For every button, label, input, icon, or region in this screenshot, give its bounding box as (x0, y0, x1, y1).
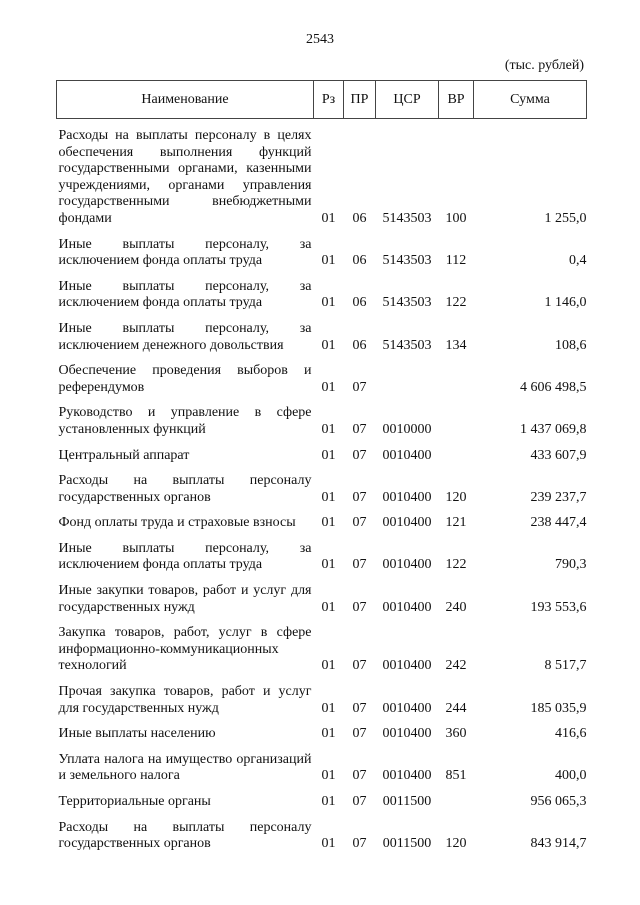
header-sum: Сумма (474, 81, 587, 119)
cell-name: Руководство и управление в сфере установленных функций (58, 405, 312, 437)
cell-csr: 0011500 (382, 836, 432, 852)
cell-vr: 360 (445, 726, 467, 742)
cell-csr: 0010400 (382, 489, 432, 505)
cell-sum: 0,4 (569, 253, 587, 269)
cell-csr: 0010400 (382, 658, 432, 674)
cell-sum: 8 517,7 (544, 658, 587, 674)
table-row (57, 443, 587, 469)
cell-pr: 06 (352, 337, 367, 353)
table-row (57, 358, 587, 400)
cell-csr: 0010400 (382, 768, 432, 784)
cell-sum: 193 553,6 (530, 599, 587, 615)
cell-vr: 851 (445, 768, 467, 784)
cell-sum: 4 606 498,5 (520, 379, 587, 395)
cell-vr: 122 (445, 557, 467, 573)
cell-csr: 0010400 (382, 599, 432, 615)
table-row (57, 274, 587, 316)
cell-csr: 5143503 (382, 210, 432, 226)
cell-rz: 01 (321, 489, 336, 505)
header-vr: ВР (439, 81, 474, 119)
cell-rz: 01 (321, 557, 336, 573)
budget-table (56, 80, 587, 857)
cell-sum: 185 035,9 (530, 700, 587, 716)
cell-sum: 108,6 (555, 337, 587, 353)
cell-name: Обеспечение проведения выборов и референдумов (58, 363, 312, 395)
cell-name: Территориальные органы (58, 794, 211, 809)
page-number: 2543 (306, 32, 334, 47)
table-row (57, 119, 587, 232)
cell-vr (439, 443, 474, 469)
cell-name: Иные закупки товаров, работ и услуг для государственных нужд (58, 583, 312, 615)
cell-name: Уплата налога на имущество организаций и земельного налога (58, 751, 312, 784)
header-pr: ПР (344, 81, 376, 119)
cell-csr: 0010400 (382, 515, 432, 531)
cell-sum: 400,0 (555, 768, 587, 784)
cell-csr: 5143503 (382, 253, 432, 269)
cell-csr: 0011500 (382, 794, 432, 809)
table-header (57, 81, 587, 119)
cell-pr: 07 (352, 557, 367, 573)
cell-rz: 01 (321, 210, 336, 226)
cell-vr: 120 (445, 489, 467, 505)
table-row (57, 400, 587, 442)
cell-vr: 134 (445, 337, 467, 353)
cell-name: Иные выплаты персоналу, за исключением фонда оплаты труда (58, 278, 312, 311)
cell-sum: 790,3 (555, 557, 587, 573)
units-label: (тыс. рублей) (504, 58, 584, 73)
cell-name: Закупка товаров, работ, услуг в сфере информационно-коммуникационных технологий (58, 625, 312, 674)
cell-vr: 122 (445, 295, 467, 311)
cell-vr: 112 (445, 253, 467, 269)
cell-name: Иные выплаты персоналу, за исключением фонда оплаты труда (58, 540, 312, 573)
cell-rz: 01 (321, 379, 336, 395)
cell-sum: 239 237,7 (530, 489, 587, 505)
cell-pr: 07 (352, 515, 367, 531)
header-rz: Рз (314, 81, 344, 119)
cell-rz: 01 (321, 295, 336, 311)
cell-rz: 01 (321, 700, 336, 716)
cell-vr (439, 358, 474, 400)
cell-rz: 01 (321, 794, 336, 809)
table-row (57, 510, 587, 536)
cell-pr: 07 (352, 768, 367, 784)
cell-pr: 07 (352, 599, 367, 615)
cell-sum: 956 065,3 (530, 794, 587, 809)
cell-vr: 120 (445, 836, 467, 852)
cell-name: Иные выплаты персоналу, за исключением денежного довольствия (58, 320, 312, 353)
cell-pr: 07 (352, 421, 367, 437)
cell-name: Прочая закупка товаров, работ и услуг для государственных нужд (58, 684, 312, 716)
cell-csr (376, 358, 439, 400)
cell-sum: 416,6 (555, 726, 587, 742)
table-row (57, 620, 587, 679)
cell-pr: 06 (352, 295, 367, 311)
cell-rz: 01 (321, 515, 336, 531)
table-row (57, 789, 587, 815)
table-row (57, 721, 587, 747)
table-row (57, 232, 587, 274)
cell-rz: 01 (321, 337, 336, 353)
cell-vr: 240 (445, 599, 467, 615)
cell-pr: 07 (352, 700, 367, 716)
cell-rz: 01 (321, 658, 336, 674)
cell-pr: 07 (352, 726, 367, 742)
table-row (57, 578, 587, 620)
cell-csr: 0010400 (382, 447, 432, 463)
cell-rz: 01 (321, 726, 336, 742)
cell-csr: 0010000 (382, 421, 432, 437)
cell-vr: 242 (445, 658, 467, 674)
cell-vr (439, 789, 474, 815)
table-row (57, 679, 587, 721)
cell-pr: 07 (352, 447, 367, 463)
cell-pr: 07 (352, 794, 367, 809)
cell-pr: 06 (352, 253, 367, 269)
cell-sum: 843 914,7 (530, 836, 587, 852)
table-row (57, 747, 587, 789)
cell-vr: 121 (445, 515, 467, 531)
table-row (57, 536, 587, 578)
cell-sum: 1 146,0 (544, 295, 587, 311)
cell-csr: 0010400 (382, 700, 432, 716)
cell-sum: 433 607,9 (530, 447, 587, 463)
cell-csr: 0010400 (382, 726, 432, 742)
cell-sum: 1 255,0 (544, 210, 587, 226)
cell-rz: 01 (321, 447, 336, 463)
cell-name: Центральный аппарат (58, 447, 190, 463)
cell-name: Иные выплаты населению (58, 726, 216, 742)
header-csr: ЦСР (376, 81, 439, 119)
cell-csr: 5143503 (382, 295, 432, 311)
cell-rz: 01 (321, 599, 336, 615)
cell-sum: 1 437 069,8 (520, 421, 587, 437)
header-name: Наименование (57, 81, 314, 119)
cell-name: Расходы на выплаты персоналу в целях обеспечения выполнения функций государственными органами, казенными учреждениями, органами управления государственными внебюджетными фондами (58, 128, 312, 226)
cell-rz: 01 (321, 421, 336, 437)
table-row (57, 815, 587, 857)
table-row (57, 316, 587, 358)
cell-rz: 01 (321, 253, 336, 269)
cell-rz: 01 (321, 768, 336, 784)
cell-rz: 01 (321, 836, 336, 852)
cell-name: Фонд оплаты труда и страховые взносы (58, 515, 296, 531)
cell-csr: 0010400 (382, 557, 432, 573)
cell-pr: 07 (352, 658, 367, 674)
cell-vr: 244 (445, 700, 467, 716)
cell-pr: 07 (352, 379, 367, 395)
cell-pr: 06 (352, 210, 367, 226)
cell-vr: 100 (445, 210, 467, 226)
cell-vr (439, 400, 474, 442)
cell-pr: 07 (352, 836, 367, 852)
table-row (57, 468, 587, 510)
cell-name: Расходы на выплаты персоналу государственных органов (58, 819, 312, 852)
cell-csr: 5143503 (382, 337, 432, 353)
cell-pr: 07 (352, 489, 367, 505)
cell-name: Расходы на выплаты персоналу государственных органов (58, 473, 312, 505)
cell-name: Иные выплаты персоналу, за исключением фонда оплаты труда (58, 236, 312, 269)
cell-sum: 238 447,4 (530, 515, 587, 531)
